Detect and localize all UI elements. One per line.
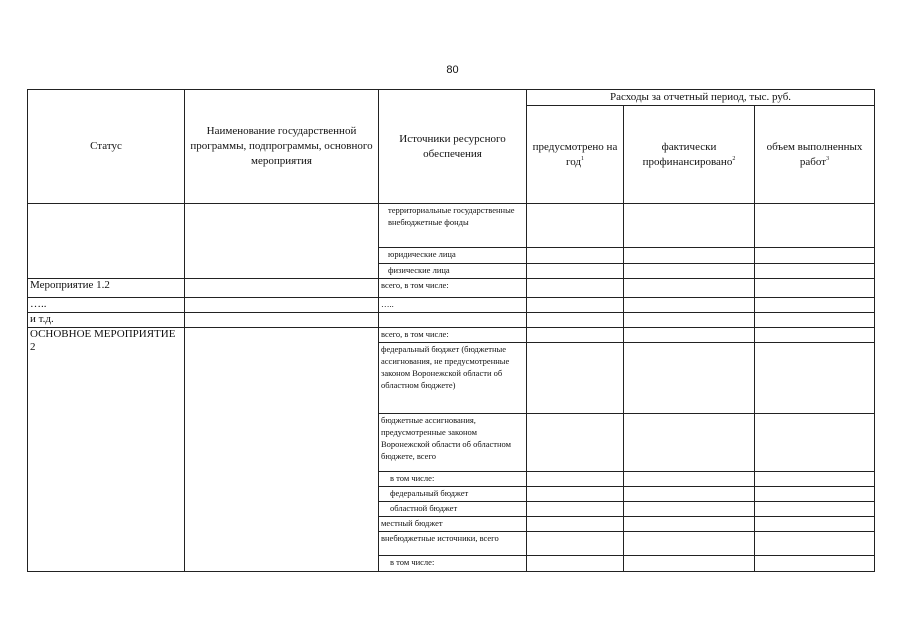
financed-cell (624, 487, 755, 502)
program-name-cell (185, 328, 379, 572)
table-row (28, 328, 875, 343)
planned-cell (527, 313, 624, 328)
financed-cell (624, 328, 755, 343)
source-cell: всего, в том числе: (379, 328, 527, 343)
table-row (28, 313, 875, 328)
planned-cell (527, 343, 624, 414)
works-footnote: 3 (826, 155, 830, 162)
header-works: объем выполненных работ$^3$ (755, 106, 875, 204)
financed-cell (624, 556, 755, 572)
financed-cell (624, 313, 755, 328)
planned-cell (527, 532, 624, 556)
source-cell: федеральный бюджет (379, 487, 527, 502)
table-row (28, 298, 875, 313)
source-cell: в том числе: (379, 556, 527, 572)
financed-cell (624, 517, 755, 532)
source-cell: ….. (379, 298, 527, 313)
source-cell: физические лица (379, 264, 527, 279)
financed-footnote: 2 (732, 155, 736, 162)
program-name-cell (185, 313, 379, 328)
resource-table (27, 89, 875, 572)
works-cell (755, 328, 875, 343)
works-cell (755, 517, 875, 532)
planned-cell (527, 298, 624, 313)
works-cell (755, 248, 875, 264)
financed-cell (624, 279, 755, 298)
works-cell (755, 343, 875, 414)
source-cell: территориальные государственные внебюджетные фонды (379, 204, 527, 248)
header-status: Статус (28, 90, 185, 204)
header-program-name: Наименование государственной программы, подпрограммы, основного мероприятия (185, 90, 379, 204)
source-cell: федеральный бюджет (бюджетные ассигнования, не предусмотренные законом Воронежской области об областном бюджете) (379, 343, 527, 414)
financed-cell (624, 298, 755, 313)
financed-cell (624, 414, 755, 472)
table-row (28, 204, 875, 248)
works-cell (755, 264, 875, 279)
header-planned: предусмотрено на год$^1$ (527, 106, 624, 204)
planned-footnote: 1 (581, 155, 585, 162)
status-cell: ….. (28, 298, 185, 313)
planned-cell (527, 248, 624, 264)
works-cell (755, 204, 875, 248)
works-cell (755, 502, 875, 517)
financed-cell (624, 472, 755, 487)
program-name-cell (185, 279, 379, 298)
works-cell (755, 414, 875, 472)
source-cell: юридические лица (379, 248, 527, 264)
source-cell (379, 313, 527, 328)
works-cell (755, 298, 875, 313)
source-cell: в том числе: (379, 472, 527, 487)
financed-cell (624, 502, 755, 517)
planned-cell (527, 502, 624, 517)
works-cell (755, 556, 875, 572)
planned-cell (527, 414, 624, 472)
source-cell: областной бюджет (379, 502, 527, 517)
program-name-cell (185, 298, 379, 313)
program-name-cell (185, 204, 379, 279)
financed-cell (624, 248, 755, 264)
source-cell: всего, в том числе: (379, 279, 527, 298)
financed-cell (624, 204, 755, 248)
planned-cell (527, 517, 624, 532)
header-expenses-group: Расходы за отчетный период, тыс. руб. (527, 90, 875, 106)
planned-cell (527, 264, 624, 279)
status-cell (28, 204, 185, 279)
table-row (28, 279, 875, 298)
source-cell: бюджетные ассигнования, предусмотренные законом Воронежской области об областном бюджете, всего (379, 414, 527, 472)
header-financed: фактически профинансировано$^2$ (624, 106, 755, 204)
works-cell (755, 487, 875, 502)
financed-cell (624, 343, 755, 414)
financed-cell (624, 532, 755, 556)
status-cell: Мероприятие 1.2 (28, 279, 185, 298)
planned-cell (527, 328, 624, 343)
planned-cell (527, 204, 624, 248)
source-cell: внебюджетные источники, всего (379, 532, 527, 556)
works-cell (755, 532, 875, 556)
planned-cell (527, 472, 624, 487)
status-cell-main-event: ОСНОВНОЕ МЕРОПРИЯТИЕ 2 (28, 328, 185, 572)
header-resource-sources: Источники ресурсного обеспечения (379, 90, 527, 204)
planned-cell (527, 556, 624, 572)
works-cell (755, 279, 875, 298)
financed-cell (624, 264, 755, 279)
works-cell (755, 472, 875, 487)
works-cell (755, 313, 875, 328)
status-cell: и т.д. (28, 313, 185, 328)
planned-cell (527, 487, 624, 502)
page-number: 80 (446, 64, 459, 76)
planned-cell (527, 279, 624, 298)
source-cell: местный бюджет (379, 517, 527, 532)
